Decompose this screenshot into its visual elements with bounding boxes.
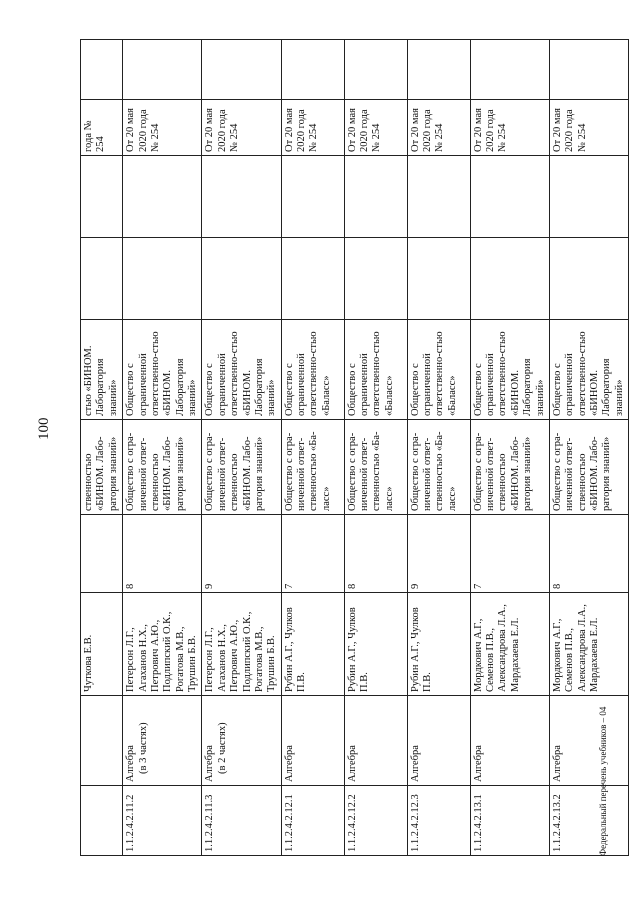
code-cell: 1.1.2.4.2.12.1: [281, 786, 344, 856]
authors-cell: Петерсон Л.Г., Агаханов Н.Х., Петрович А.Ю., Подлипский О.К., Рогатова М.В., Трушин Б.В.: [202, 593, 281, 696]
publisher-cell: Общество с огра-ниченной ответ-ственностью «Ба-ласс»: [407, 420, 470, 515]
table-row: [549, 40, 628, 856]
publisher-name-cell: Общество с ограниченной ответственно-стью «Баласс»: [407, 320, 470, 420]
empty-cell-a: [470, 238, 549, 320]
grade-cell: 8: [344, 515, 407, 593]
publisher-cell: Общество с огра-ниченной ответ-ственностью «Ба-ласс»: [281, 420, 344, 515]
subject-cell: Алгебра: [470, 696, 549, 786]
code-cell: 1.1.2.4.2.11.2: [123, 786, 202, 856]
subject-cell: Алгебра: [407, 696, 470, 786]
publisher-cell: Общество с огра-ниченной ответ-ственностью «БИНОМ. Лабо-ратория знаний»: [470, 420, 549, 515]
grade-cell: 9: [202, 515, 281, 593]
footer-text: Федеральный перечень учебников – 04: [598, 706, 608, 856]
order-cell: От 20 мая 2020 года № 254: [281, 100, 344, 156]
publisher-cell: Общество с огра-ниченной ответ-ственностью «БИНОМ. Лабо-ратория знаний»: [123, 420, 202, 515]
authors-cell: Рубин А.Г., Чулков П.В.: [344, 593, 407, 696]
empty-cell-b: [281, 156, 344, 238]
grade-cell: 8: [123, 515, 202, 593]
table-row: [344, 40, 407, 856]
empty-cell-a: [344, 238, 407, 320]
grade-cell: [81, 515, 123, 593]
empty-cell-c: [202, 40, 281, 100]
publisher-cell: Общество с огра-ниченной ответ-ственностью «БИНОМ. Лабо-ратория знаний»: [202, 420, 281, 515]
publisher-cell: Общество с огра-ниченной ответ-ственностью «Ба-ласс»: [344, 420, 407, 515]
order-cell: От 20 мая 2020 года № 254: [549, 100, 628, 156]
empty-cell-b: [549, 156, 628, 238]
empty-cell-c: [407, 40, 470, 100]
authors-cell: Рубин А.Г., Чулков П.В.: [281, 593, 344, 696]
table-row: [407, 40, 470, 856]
grade-cell: 7: [281, 515, 344, 593]
authors-cell: Чуткова Е.В.: [81, 593, 123, 696]
subject-cell: [81, 696, 123, 786]
textbook-table: [80, 39, 629, 856]
authors-cell: Мордкович А.Г., Семенов П.В., Александрова Л.А., Мардахаева Е.Л.: [470, 593, 549, 696]
order-cell: От 20 мая 2020 года № 254: [344, 100, 407, 156]
order-cell: От 20 мая 2020 года № 254: [202, 100, 281, 156]
publisher-name-cell: Общество с ограниченной ответственно-стью «Баласс»: [344, 320, 407, 420]
order-cell: От 20 мая 2020 года № 254: [123, 100, 202, 156]
publisher-name-cell: Общество с ограниченной ответственно-стью «БИНОМ. Лаборатория знаний»: [549, 320, 628, 420]
empty-cell-b: [407, 156, 470, 238]
authors-cell: Петерсон Л.Г., Агаханов Н.Х., Петрович А.Ю., Подлипский О.К., Рогатова М.В., Трушин Б.В.: [123, 593, 202, 696]
code-cell: [81, 786, 123, 856]
authors-cell: Рубин А.Г., Чулков П.В.: [407, 593, 470, 696]
code-cell: 1.1.2.4.2.13.2: [549, 786, 628, 856]
empty-cell-c: [81, 40, 123, 100]
subject-cell: Алгебра: [281, 696, 344, 786]
empty-cell-b: [81, 156, 123, 238]
empty-cell-c: [344, 40, 407, 100]
subject-cell: Алгебра (в 3 частях): [123, 696, 202, 786]
empty-cell-c: [549, 40, 628, 100]
publisher-cell: Общество с огра-ниченной ответ-ственностью «БИНОМ. Лабо-ратория знаний»: [549, 420, 628, 515]
empty-cell-b: [470, 156, 549, 238]
empty-cell-a: [281, 238, 344, 320]
code-cell: 1.1.2.4.2.12.2: [344, 786, 407, 856]
authors-cell: Мордкович А.Г., Семенов П.В., Александрова Л.А., Мардахаева Е.Л.: [549, 593, 628, 696]
empty-cell-b: [123, 156, 202, 238]
order-cell: От 20 мая 2020 года № 254: [470, 100, 549, 156]
table-row: [123, 40, 202, 856]
table-body: [81, 40, 629, 856]
empty-cell-a: [407, 238, 470, 320]
page-number: 100: [36, 417, 52, 440]
order-cell: От 20 мая 2020 года № 254: [407, 100, 470, 156]
table-row: [281, 40, 344, 856]
publisher-name-cell: Общество с ограниченной ответственно-стью «БИНОМ. Лаборатория знаний»: [470, 320, 549, 420]
subject-cell: Алгебра: [549, 696, 628, 786]
empty-cell-c: [281, 40, 344, 100]
code-cell: 1.1.2.4.2.11.3: [202, 786, 281, 856]
subject-cell: Алгебра: [344, 696, 407, 786]
grade-cell: 7: [470, 515, 549, 593]
table-row: [470, 40, 549, 856]
empty-cell-a: [202, 238, 281, 320]
code-cell: 1.1.2.4.2.12.3: [407, 786, 470, 856]
table-row: [81, 40, 123, 856]
empty-cell-c: [123, 40, 202, 100]
empty-cell-b: [344, 156, 407, 238]
order-cell: года № 254: [81, 100, 123, 156]
publisher-cell: ственностью «БИНОМ. Лабо-ратория знаний»: [81, 420, 123, 515]
empty-cell-a: [549, 238, 628, 320]
subject-cell: Алгебра (в 2 частях): [202, 696, 281, 786]
empty-cell-c: [470, 40, 549, 100]
publisher-name-cell: Общество с ограниченной ответственно-стью «Баласс»: [281, 320, 344, 420]
empty-cell-a: [123, 238, 202, 320]
publisher-name-cell: Общество с ограниченной ответственно-стью «БИНОМ. Лаборатория знаний»: [123, 320, 202, 420]
publisher-name-cell: Общество с ограниченной ответственно-стью «БИНОМ. Лаборатория знаний»: [202, 320, 281, 420]
publisher-name-cell: стью «БИНОМ. Лаборатория знаний»: [81, 320, 123, 420]
grade-cell: 9: [407, 515, 470, 593]
table-row: [202, 40, 281, 856]
empty-cell-a: [81, 238, 123, 320]
code-cell: 1.1.2.4.2.13.1: [470, 786, 549, 856]
grade-cell: 8: [549, 515, 628, 593]
empty-cell-b: [202, 156, 281, 238]
